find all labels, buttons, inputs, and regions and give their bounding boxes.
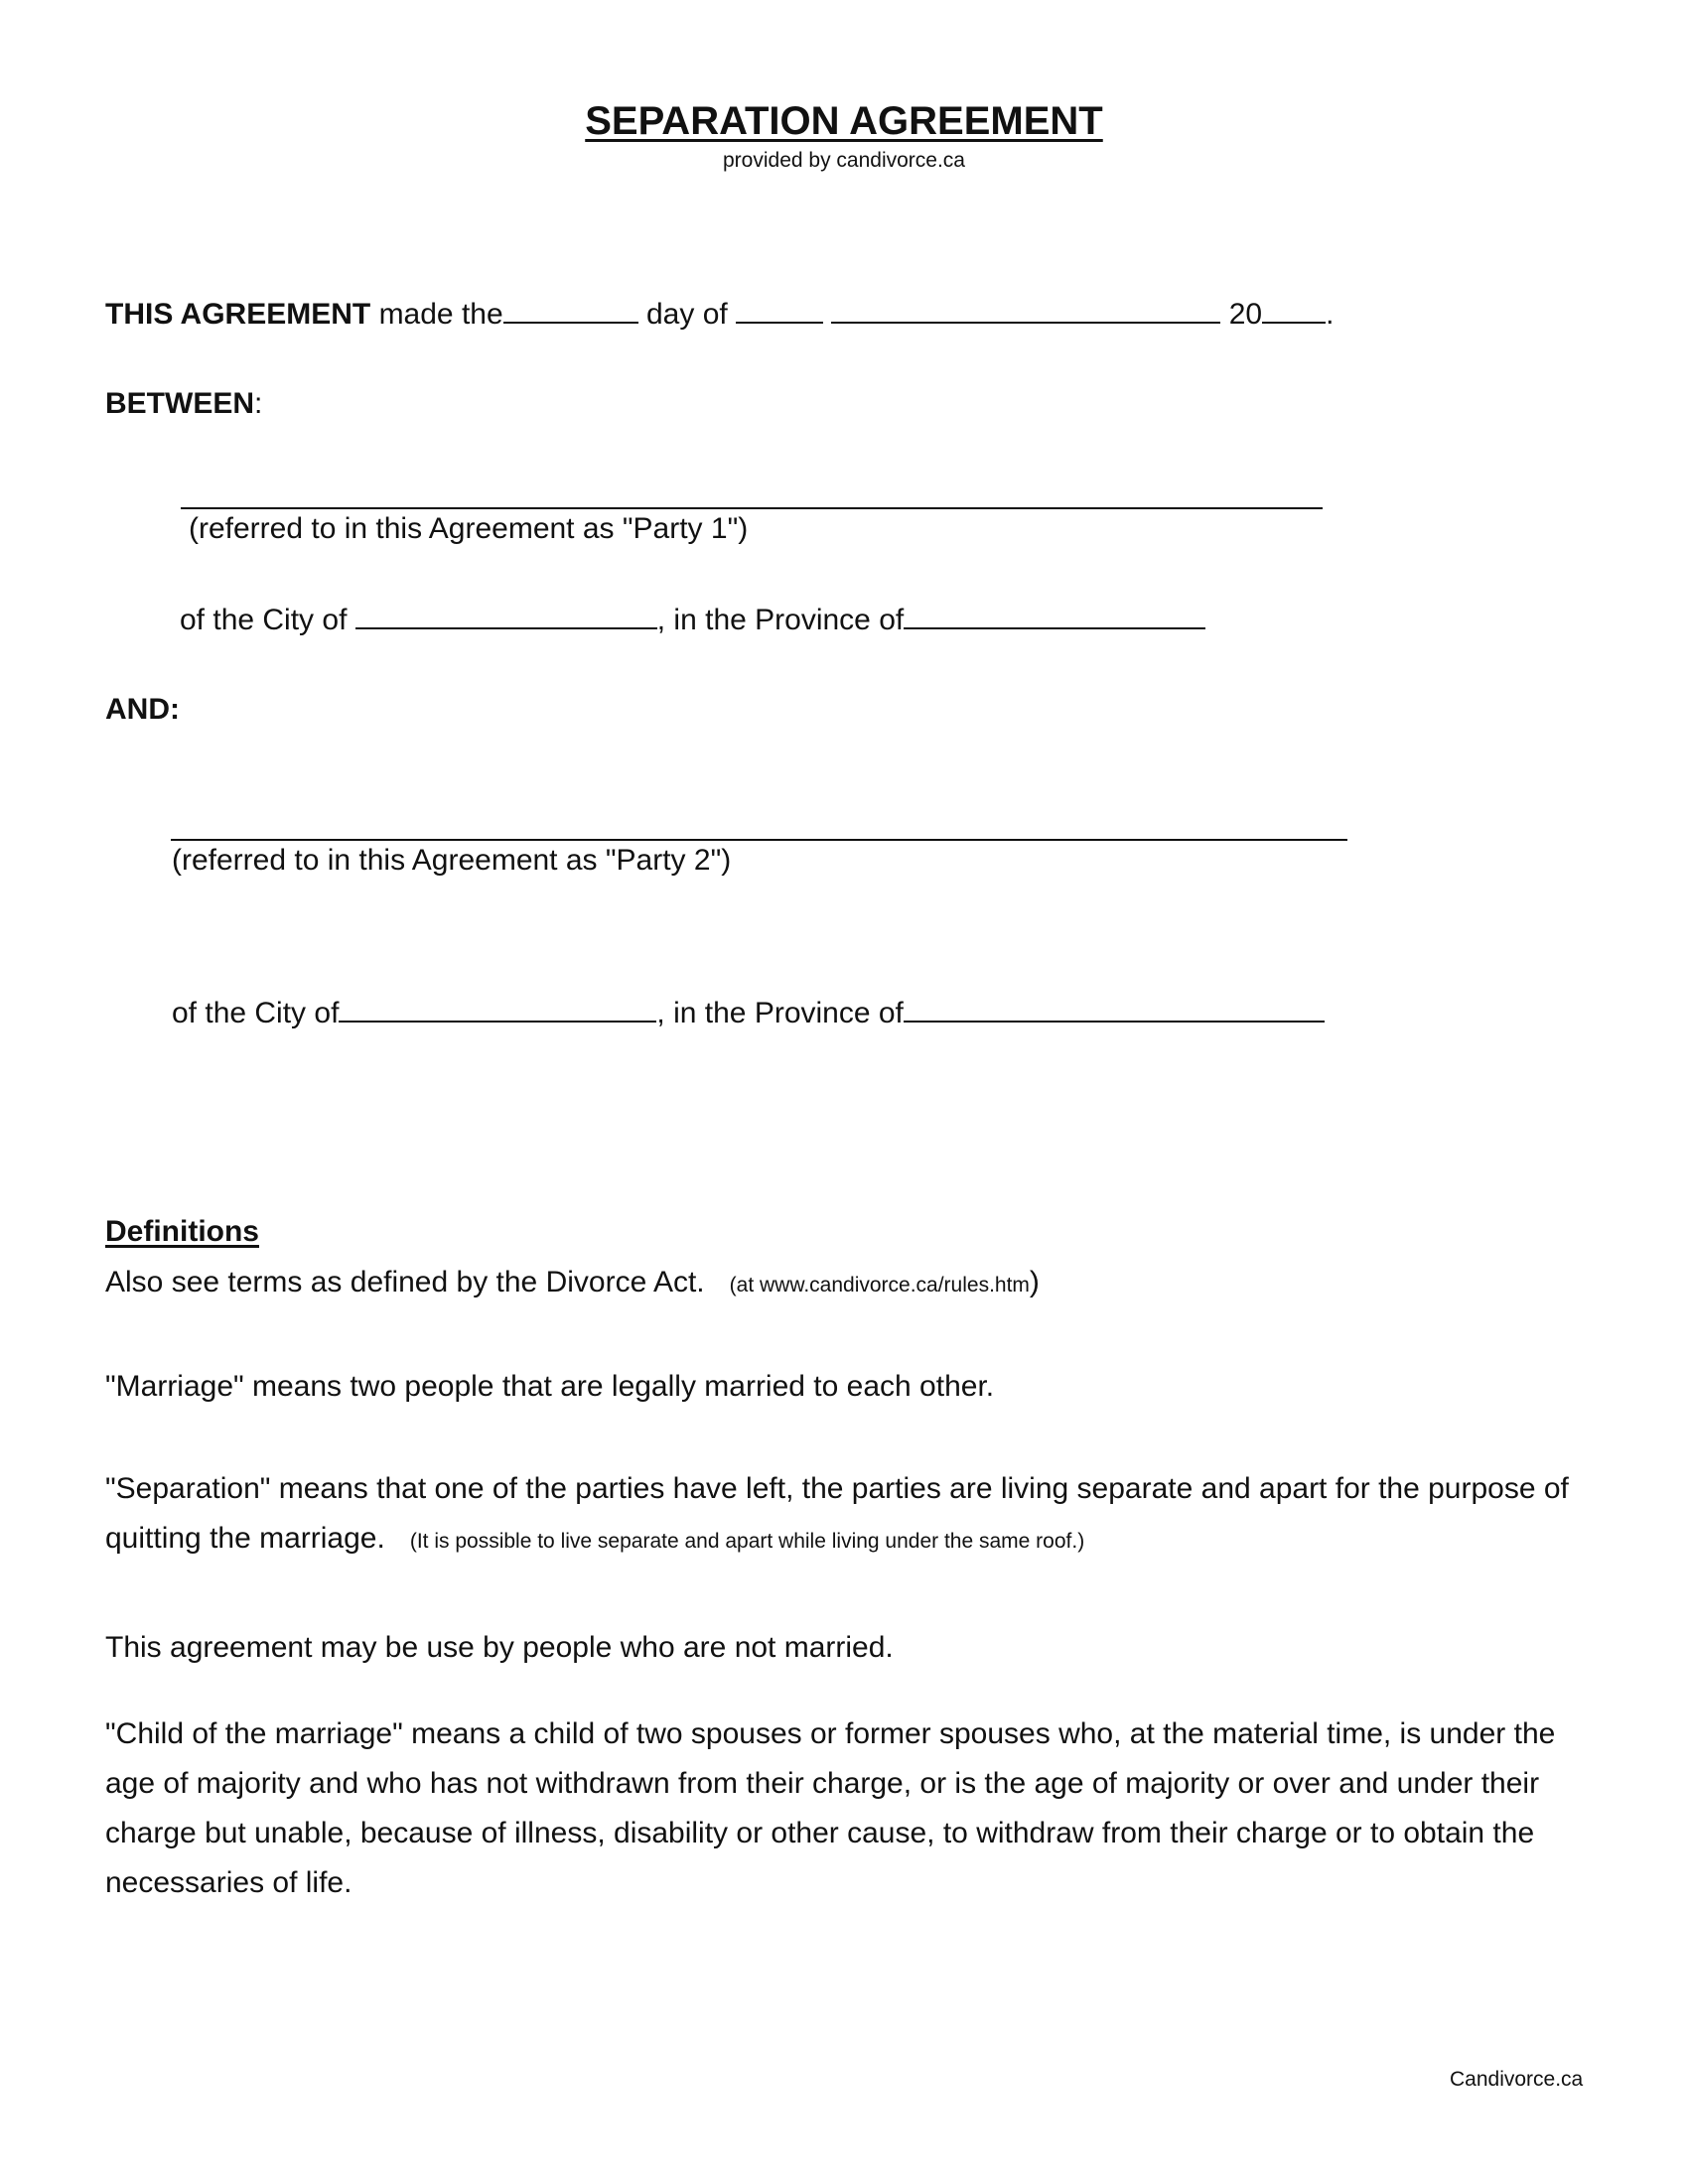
between-text: BETWEEN bbox=[105, 387, 254, 420]
document-title: SEPARATION AGREEMENT bbox=[585, 99, 1103, 143]
party2-city-label: of the City of bbox=[172, 997, 340, 1029]
child-definition: "Child of the marriage" means a child of two spouses or former spouses who, at the material time, is under the age of majority and who has not withdrawn from their charge, or is the age of majority or over and under their charge but unable, because of illness, disability or other cause, to withdraw from their charge or to obtain the necessaries of life. bbox=[105, 1717, 1556, 1899]
party2-referred: (referred to in this Agreement as "Party 2") bbox=[172, 844, 732, 877]
party2-province-blank[interactable] bbox=[904, 995, 1325, 1023]
party1-province-blank[interactable] bbox=[904, 602, 1205, 629]
made-the-label: made the bbox=[370, 298, 503, 331]
see-terms-line bbox=[105, 1266, 1040, 1299]
party1-location-line bbox=[180, 602, 1205, 637]
and-label: AND: bbox=[105, 693, 180, 726]
between-label bbox=[105, 387, 262, 421]
provided-by-note: provided by candivorce.ca bbox=[723, 149, 965, 172]
definitions-heading: Definitions bbox=[105, 1215, 259, 1248]
see-terms-close: ) bbox=[1029, 1266, 1040, 1298]
party1-city-blank[interactable] bbox=[355, 602, 657, 629]
day-of-label: day of bbox=[637, 298, 737, 331]
party2-city-blank[interactable] bbox=[339, 995, 656, 1023]
see-terms-text: Also see terms as defined by the Divorce Act. bbox=[105, 1266, 705, 1298]
month-extra-blank[interactable] bbox=[831, 296, 1220, 324]
between-colon: : bbox=[254, 387, 263, 420]
separation-definition bbox=[105, 1464, 1595, 1567]
agreement-lead: THIS AGREEMENT bbox=[105, 298, 371, 331]
agreement-line-end: . bbox=[1326, 298, 1335, 331]
party1-province-label: , in the Province of bbox=[656, 604, 905, 636]
separation-text: "Separation" means that one of the parties have left, the parties are living separate and apart for the purpose of quitting the marriage. bbox=[105, 1472, 1569, 1555]
marriage-definition: "Marriage" means two people that are legally married to each other. bbox=[105, 1370, 995, 1403]
agreement-date-line bbox=[105, 296, 1334, 332]
not-married-note: This agreement may be use by people who are not married. bbox=[105, 1631, 894, 1664]
party1-name-line[interactable] bbox=[181, 507, 1323, 509]
party2-name-line[interactable] bbox=[171, 839, 1347, 841]
month-blank[interactable] bbox=[736, 296, 823, 324]
year-blank[interactable] bbox=[1262, 296, 1326, 324]
party2-location-line bbox=[172, 995, 1325, 1030]
party1-city-label: of the City of bbox=[180, 604, 355, 636]
year-prefix: 20 bbox=[1220, 298, 1263, 331]
day-blank[interactable] bbox=[503, 296, 638, 324]
party2-province-label: , in the Province of bbox=[656, 997, 904, 1029]
footer-site: Candivorce.ca bbox=[1450, 2068, 1584, 2091]
rules-link[interactable]: (at www.candivorce.ca/rules.htm bbox=[729, 1274, 1030, 1297]
separation-note: (It is possible to live separate and apart while living under the same roof.) bbox=[409, 1530, 1085, 1553]
party1-referred: (referred to in this Agreement as "Party 1") bbox=[189, 512, 749, 545]
